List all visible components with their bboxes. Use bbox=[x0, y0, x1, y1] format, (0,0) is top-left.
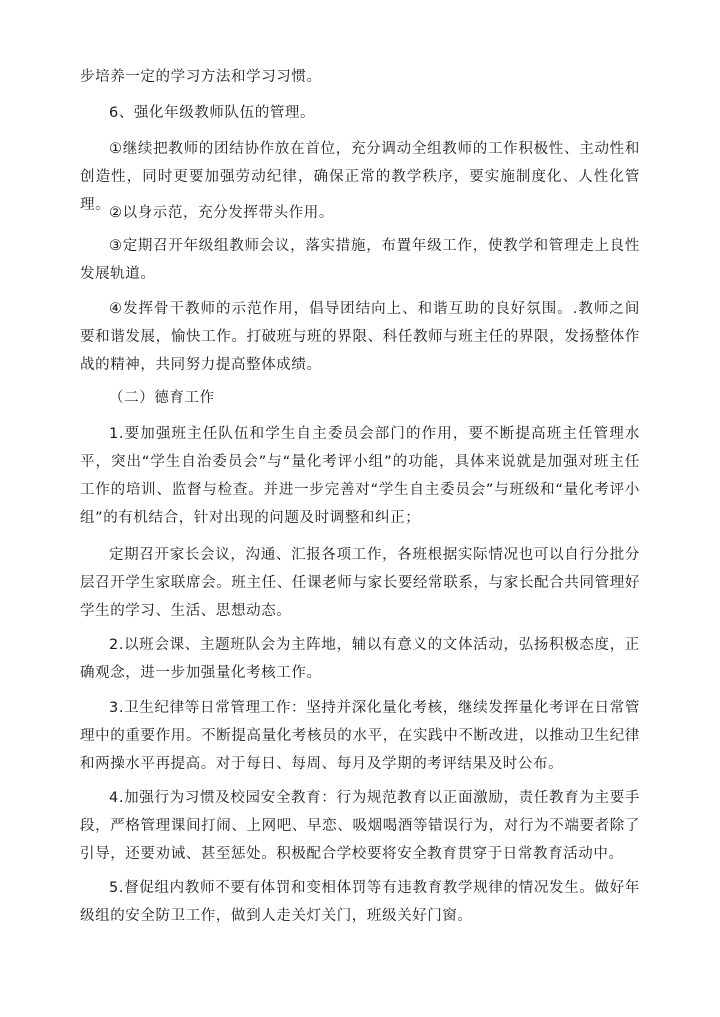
paragraph-moral-education-heading: （二）德育工作 bbox=[109, 390, 215, 406]
paragraph-moral-3: 3.卫生纪律等日常管理工作：坚持并深化量化考核，继续发挥量化考评在日常管理中的重要作用。不断提高量化考核员的水平，在实践中不断改进，以推动卫生纪律和两操水平再提高。对于每日、每周、每月及学期的考评结果及时公布。 bbox=[80, 700, 640, 772]
paragraph-item-2: ②以身示范，充分发挥带头作用。 bbox=[109, 205, 334, 221]
paragraph-moral-1: 1.要加强班主任队伍和学生自主委员会部门的作用，要不断提高班主任管理水平，突出“学生自治委员会”与“量化考评小组”的功能，具体来说就是加强对班主任工作的培训、监督与检查。并进一步完善对“学生自主委员会”与班级和“量化考评小组”的有机结合，针对出现的问题及时调整和纠正； bbox=[80, 426, 640, 526]
paragraph-continuation: 步培养一定的学习方法和学习习惯。 bbox=[80, 69, 322, 85]
paragraph-section-6-heading: 6、强化年级教师队伍的管理。 bbox=[109, 105, 316, 121]
paragraph-moral-4: 4.加强行为习惯及校园安全教育：行为规范教育以正面激励，责任教育为主要手段，严格管理课间打闹、上网吧、早恋、吸烟喝酒等错误行为，对行为不端要者除了引导，还要劝诫、甚至惩处。积极配合学校要将安全教育贯穿于日常教育活动中。 bbox=[80, 790, 640, 862]
paragraph-item-3: ③定期召开年级组教师会议，落实措施，布置年级工作，使教学和管理走上良性发展轨道。 bbox=[80, 238, 640, 282]
paragraph-item-1: ①继续把教师的团结协作放在首位，充分调动全组教师的工作积极性、主动性和创造性，同时更要加强劳动纪律，确保正常的教学秩序，要实施制度化、人性化管理。 bbox=[80, 141, 640, 213]
paragraph-moral-5: 5.督促组内教师不要有体罚和变相体罚等有违教育教学规律的情况发生。做好年级组的安全防卫工作，做到人走关灯关门，班级关好门窗。 bbox=[80, 880, 640, 924]
paragraph-parent-meeting: 定期召开家长会议，沟通、汇报各项工作，各班根据实际情况也可以自行分批分层召开学生家联席会。班主任、任课老师与家长要经常联系，与家长配合共同管理好学生的学习、生活、思想动态。 bbox=[80, 547, 640, 619]
paragraph-moral-2: 2.以班会课、主题班队会为主阵地，辅以有意义的文体活动，弘扬积极态度，正确观念，进一步加强量化考核工作。 bbox=[80, 637, 640, 681]
paragraph-item-4: ④发挥骨干教师的示范作用，倡导团结向上、和谐互助的良好氛围。.教师之间要和谐发展，愉快工作。打破班与班的界限、科任教师与班主任的界限，发扬整体作战的精神，共同努力提高整体成绩。 bbox=[80, 301, 640, 373]
